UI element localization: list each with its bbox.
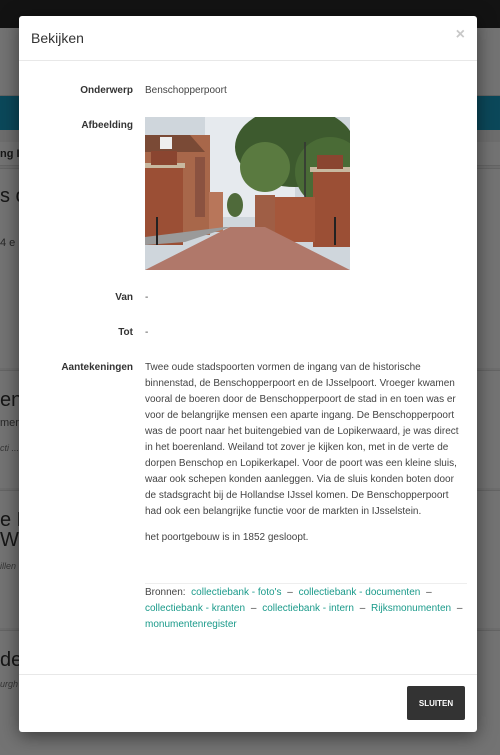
subject-label: Onderwerp (80, 85, 133, 96)
close-button[interactable]: SLUITEN (407, 686, 465, 720)
notes-paragraph: Twee oude stadspoorten vormen de ingang van de historische binnenstad, de Benschopperpoort en de IJsselpoort. Vroeger kwamen vooral de boeren door de Benschopperpoort de stad in en toen was er voor de belangrijke mensen een aparte ingang. De Benschopperpoort was de poort naar het buitengebied van de Lopikerwaard, je was direct in het boerenland. Weiland tot zover je kijken kon, met in de verte de dorpen Benschop en Lopikerkapel. Voor de poort was een kleine sluis, waar ook schepen konden aanleggen. Via de sluis konden boten door de stadsgracht bij de Hollandse IJssel komen. De Benschopperpoort had ook een belangrijke functie voor de markten in IJsselstein. (145, 362, 459, 517)
modal-title: Bekijken (31, 30, 84, 46)
street-with-gates-image (145, 117, 350, 270)
view-modal (19, 16, 477, 732)
notes-text (145, 360, 467, 556)
image-label: Afbeelding (81, 120, 133, 131)
source-link-kranten[interactable]: collectiebank - kranten (145, 603, 246, 614)
notes-paragraph: het poortgebouw is in 1852 gesloopt. (145, 532, 309, 543)
close-icon[interactable]: × (455, 26, 465, 43)
modal-header (19, 16, 477, 61)
separator: – (456, 603, 463, 614)
source-link-documenten[interactable]: collectiebank - documenten (298, 587, 421, 598)
source-link-rijksmonumenten[interactable]: Rijksmonumenten (371, 603, 452, 614)
source-link-intern[interactable]: collectiebank - intern (262, 603, 354, 614)
from-label: Van (115, 292, 133, 303)
separator: – (359, 603, 366, 614)
sources-label: Bronnen: (145, 587, 186, 598)
separator: – (426, 587, 432, 598)
source-link-monumentenregister[interactable]: monumentenregister (145, 619, 237, 630)
sources (145, 583, 467, 633)
to-label: Tot (118, 327, 133, 338)
separator: – (250, 603, 257, 614)
notes-label: Aantekeningen (61, 362, 133, 373)
from-value: - (145, 292, 149, 303)
to-value: - (145, 327, 149, 338)
modal-footer (19, 674, 477, 732)
subject-value: Benschopperpoort (145, 85, 227, 96)
separator: – (287, 587, 293, 598)
source-link-fotos[interactable]: collectiebank - foto's (191, 587, 282, 598)
gate-photo[interactable] (145, 117, 350, 270)
